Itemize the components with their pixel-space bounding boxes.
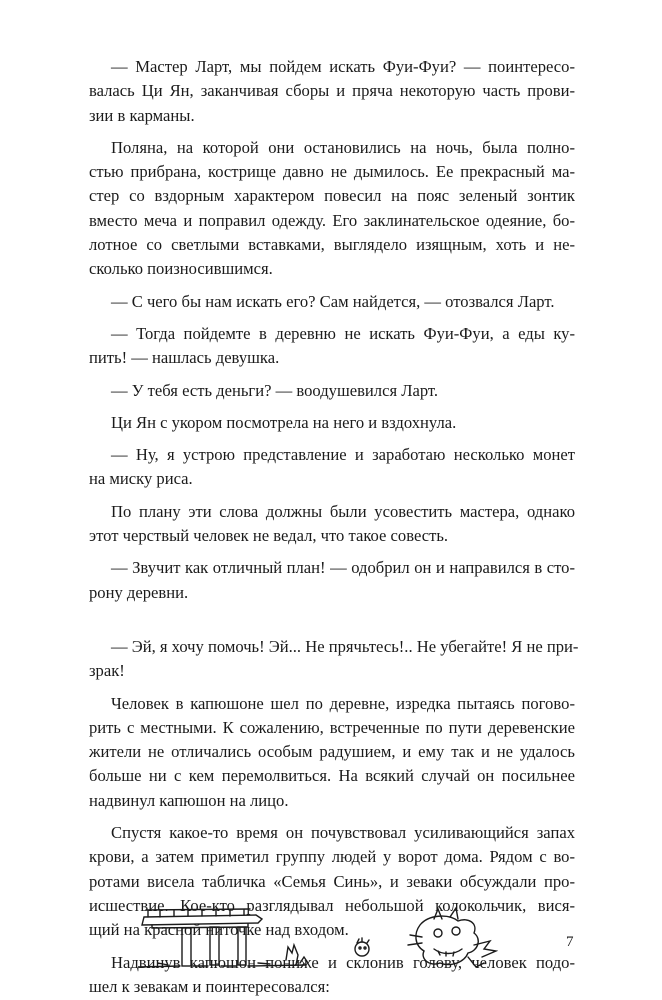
text-line: валась Ци Ян, заканчивая сборы и пряча некоторую часть прови- xyxy=(89,81,575,101)
text-line: шел к зевакам и поинтересовался: xyxy=(89,976,330,996)
paragraph xyxy=(89,290,575,314)
text-line: Человек в капюшоне шел по деревне, изредка пытаясь поговo- xyxy=(111,693,575,713)
text-line: щий на красной ниточке над входом. xyxy=(89,920,349,940)
paragraph xyxy=(89,443,575,492)
text-line: Ци Ян с укором посмотрела на него и вздохнула. xyxy=(111,412,457,432)
text-line: — Мастер Ларт, мы пойдем искать Фуи-Фуи? — поинтересо- xyxy=(111,57,575,76)
text-line: — Ну, я устрою представление и заработаю несколько монет xyxy=(111,445,575,465)
text-line: на миску риса. xyxy=(89,469,193,489)
text-line: крови, а затем приметил группу людей у ворот дома. Рядом с во- xyxy=(89,847,575,867)
page-number: 7 xyxy=(566,934,574,950)
text-line: По плану эти слова должны были усовестить мастера, однако xyxy=(111,501,575,521)
paragraph xyxy=(89,322,575,371)
paragraph xyxy=(89,692,575,813)
text-line: рону деревни. xyxy=(89,582,189,602)
paragraph xyxy=(89,635,579,684)
text-line: этот черствый человек не ведал, что такое совесть. xyxy=(89,526,449,546)
paragraph xyxy=(89,55,575,128)
text-line: — Тогда пойдемте в деревню не искать Фуи-Фуи, а еды ку- xyxy=(111,323,575,343)
text-line: зрак! xyxy=(89,661,125,681)
text-line: исшествие. Кое-кто разглядывал небольшой колокольчик, вися- xyxy=(89,895,575,915)
text-line: надвинул капюшон на лицо. xyxy=(89,790,289,810)
text-line: Надвинув капюшон пониже и склонив голову, человек подо- xyxy=(111,952,575,972)
text-line: сколько поизносившимся. xyxy=(89,259,273,279)
text-line: зии в карманы. xyxy=(89,105,195,125)
dragon-sketch xyxy=(408,908,496,967)
text-line: Поляна, на которой они остановились на ночь, была полно- xyxy=(111,137,575,157)
paragraph xyxy=(89,500,575,549)
text-line: Спустя какое-то время он почувствовал усиливающийся запах xyxy=(111,823,575,843)
text-line: — У тебя есть деньги? — воодушевился Ларт. xyxy=(111,380,439,400)
text-line: стер со вздорным характером повесил на пояс зеленый зонтик xyxy=(89,186,575,206)
text-line: — С чего бы нам искать его? Сам найдется, — отозвался Ларт. xyxy=(111,291,555,311)
paragraph xyxy=(89,379,575,403)
text-line: — Эй, я хочу помочь! Эй... Не прячьтесь!.. Не убегайте! Я не при- xyxy=(111,636,579,656)
pavilion-sketch xyxy=(138,909,308,967)
text-line: вместо меча и поправил одежду. Его заклинательское одеяние, бо- xyxy=(89,210,575,230)
text-line: больше ни с кем перемолвиться. На всякий случай он посильнее xyxy=(89,766,575,786)
text-line: — Звучит как отличный план! — одобрил он и направился в сто- xyxy=(111,558,575,578)
text-line: стью прибрана, кострище давно не дымилось. Ее прекрасный ма- xyxy=(89,162,575,182)
text-line: ротами висела табличка «Семья Синь», и зеваки обсуждали про- xyxy=(89,871,575,891)
text-line: лотное со светлыми вставками, выглядело изящным, хоть и не- xyxy=(89,235,575,255)
small-creature-sketch xyxy=(355,938,369,956)
section-break xyxy=(89,605,575,635)
ink-sketch-decoration xyxy=(138,905,498,975)
page-text xyxy=(89,55,579,999)
paragraph xyxy=(89,411,575,435)
text-line: пить! — нашлась девушка. xyxy=(89,348,280,368)
text-line: рить с местными. К сожалению, встреченные по пути деревенские xyxy=(89,717,575,737)
text-line: жители не отличались особым радушием, и ему так и не удалось xyxy=(89,742,575,762)
paragraph xyxy=(89,136,575,282)
paragraph xyxy=(89,556,575,605)
